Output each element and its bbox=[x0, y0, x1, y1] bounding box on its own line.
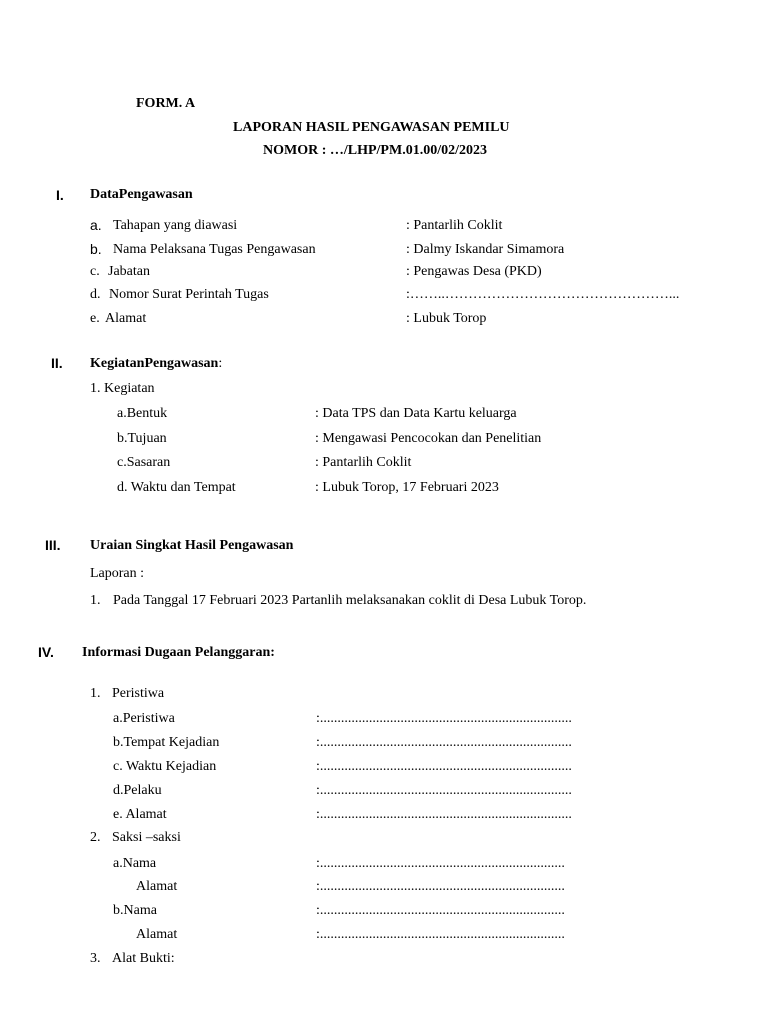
document-number: NOMOR : …/LHP/PM.01.00/02/2023 bbox=[263, 143, 487, 158]
section-1-value-c: : Pengawas Desa (PKD) bbox=[406, 264, 542, 279]
peristiwa-row-value: :........................................................................ bbox=[316, 759, 572, 774]
section-2-label-sasaran: c.Sasaran bbox=[117, 455, 171, 470]
saksi-number: 2. bbox=[90, 830, 101, 845]
section-1-label-e: Alamat bbox=[105, 311, 147, 326]
saksi-row-value: :...................................................................... bbox=[316, 927, 565, 942]
peristiwa-row-value: :........................................................................ bbox=[316, 783, 572, 798]
section-4-heading: Informasi Dugaan Pelanggaran bbox=[82, 645, 271, 660]
section-4-numeral: IV. bbox=[38, 644, 54, 660]
peristiwa-label: Peristiwa bbox=[112, 686, 165, 701]
section-4-heading-colon: : bbox=[270, 645, 275, 660]
section-4-heading-wrap bbox=[82, 645, 275, 661]
alat-bukti-label: Alat Bukti: bbox=[112, 951, 175, 966]
section-1-value-b: : Dalmy Iskandar Simamora bbox=[406, 242, 565, 257]
saksi-row-value: :...................................................................... bbox=[316, 879, 565, 894]
peristiwa-row-label: a.Peristiwa bbox=[113, 711, 175, 726]
section-2-value-bentuk: : Data TPS dan Data Kartu keluarga bbox=[315, 406, 517, 421]
section-2-value-sasaran: : Pantarlih Coklit bbox=[315, 455, 412, 470]
saksi-row-label: a.Nama bbox=[113, 856, 157, 871]
section-2-subheading: 1. Kegiatan bbox=[90, 381, 155, 396]
section-2-value-waktu-tempat: : Lubuk Torop, 17 Februari 2023 bbox=[315, 480, 499, 495]
section-1-marker-a: a. bbox=[90, 217, 102, 233]
section-3-numeral: III. bbox=[45, 537, 61, 553]
section-2-heading-colon: : bbox=[218, 356, 223, 371]
section-1-numeral: I. bbox=[56, 187, 64, 203]
saksi-label: Saksi –saksi bbox=[112, 830, 181, 845]
section-1-marker-e: e. bbox=[90, 311, 100, 326]
section-1-label-b: Nama Pelaksana Tugas Pengawasan bbox=[113, 242, 316, 257]
peristiwa-row-label: b.Tempat Kejadian bbox=[113, 735, 220, 750]
section-1-value-d: :……..…………………………………………... bbox=[406, 287, 680, 302]
section-1-heading: DataPengawasan bbox=[90, 187, 193, 202]
section-3-heading: Uraian Singkat Hasil Pengawasan bbox=[90, 538, 294, 553]
section-3-item-text: Pada Tanggal 17 Februari 2023 Partanlih melaksanakan coklit di Desa Lubuk Torop. bbox=[113, 593, 587, 608]
section-1-value-e: : Lubuk Torop bbox=[406, 311, 487, 326]
peristiwa-row-value: :........................................................................ bbox=[316, 735, 572, 750]
section-2-numeral: II. bbox=[51, 355, 63, 371]
peristiwa-row-label: d.Pelaku bbox=[113, 783, 162, 798]
section-2-heading-wrap bbox=[90, 356, 222, 372]
peristiwa-number: 1. bbox=[90, 686, 101, 701]
section-1-label-a: Tahapan yang diawasi bbox=[113, 218, 238, 233]
section-1-marker-b: b. bbox=[90, 241, 102, 257]
peristiwa-row-value: :........................................................................ bbox=[316, 711, 572, 726]
section-2-value-tujuan: : Mengawasi Pencocokan dan Penelitian bbox=[315, 431, 542, 446]
section-2-heading: KegiatanPengawasan bbox=[90, 356, 219, 371]
section-1-marker-d: d. bbox=[90, 287, 101, 302]
section-3-item-number: 1. bbox=[90, 593, 101, 608]
section-1-label-c: Jabatan bbox=[108, 264, 150, 279]
section-1-label-d: Nomor Surat Perintah Tugas bbox=[109, 287, 269, 302]
peristiwa-row-label: c. Waktu Kejadian bbox=[113, 759, 217, 774]
saksi-row-label: Alamat bbox=[136, 927, 178, 942]
section-1-value-a: : Pantarlih Coklit bbox=[406, 218, 503, 233]
saksi-row-label: b.Nama bbox=[113, 903, 157, 918]
peristiwa-row-value: :........................................................................ bbox=[316, 807, 572, 822]
saksi-row-label: Alamat bbox=[136, 879, 178, 894]
section-1-marker-c: c. bbox=[90, 264, 100, 279]
section-2-label-waktu-tempat: d. Waktu dan Tempat bbox=[117, 480, 236, 495]
section-3-laporan-label: Laporan : bbox=[90, 566, 145, 581]
alat-bukti-number: 3. bbox=[90, 951, 101, 966]
saksi-row-value: :...................................................................... bbox=[316, 903, 565, 918]
section-2-label-tujuan: b.Tujuan bbox=[117, 431, 167, 446]
peristiwa-row-label: e. Alamat bbox=[113, 807, 167, 822]
form-label: FORM. A bbox=[136, 96, 196, 111]
document-title: LAPORAN HASIL PENGAWASAN PEMILU bbox=[233, 120, 510, 135]
section-2-label-bentuk: a.Bentuk bbox=[117, 406, 168, 421]
saksi-row-value: :...................................................................... bbox=[316, 856, 565, 871]
